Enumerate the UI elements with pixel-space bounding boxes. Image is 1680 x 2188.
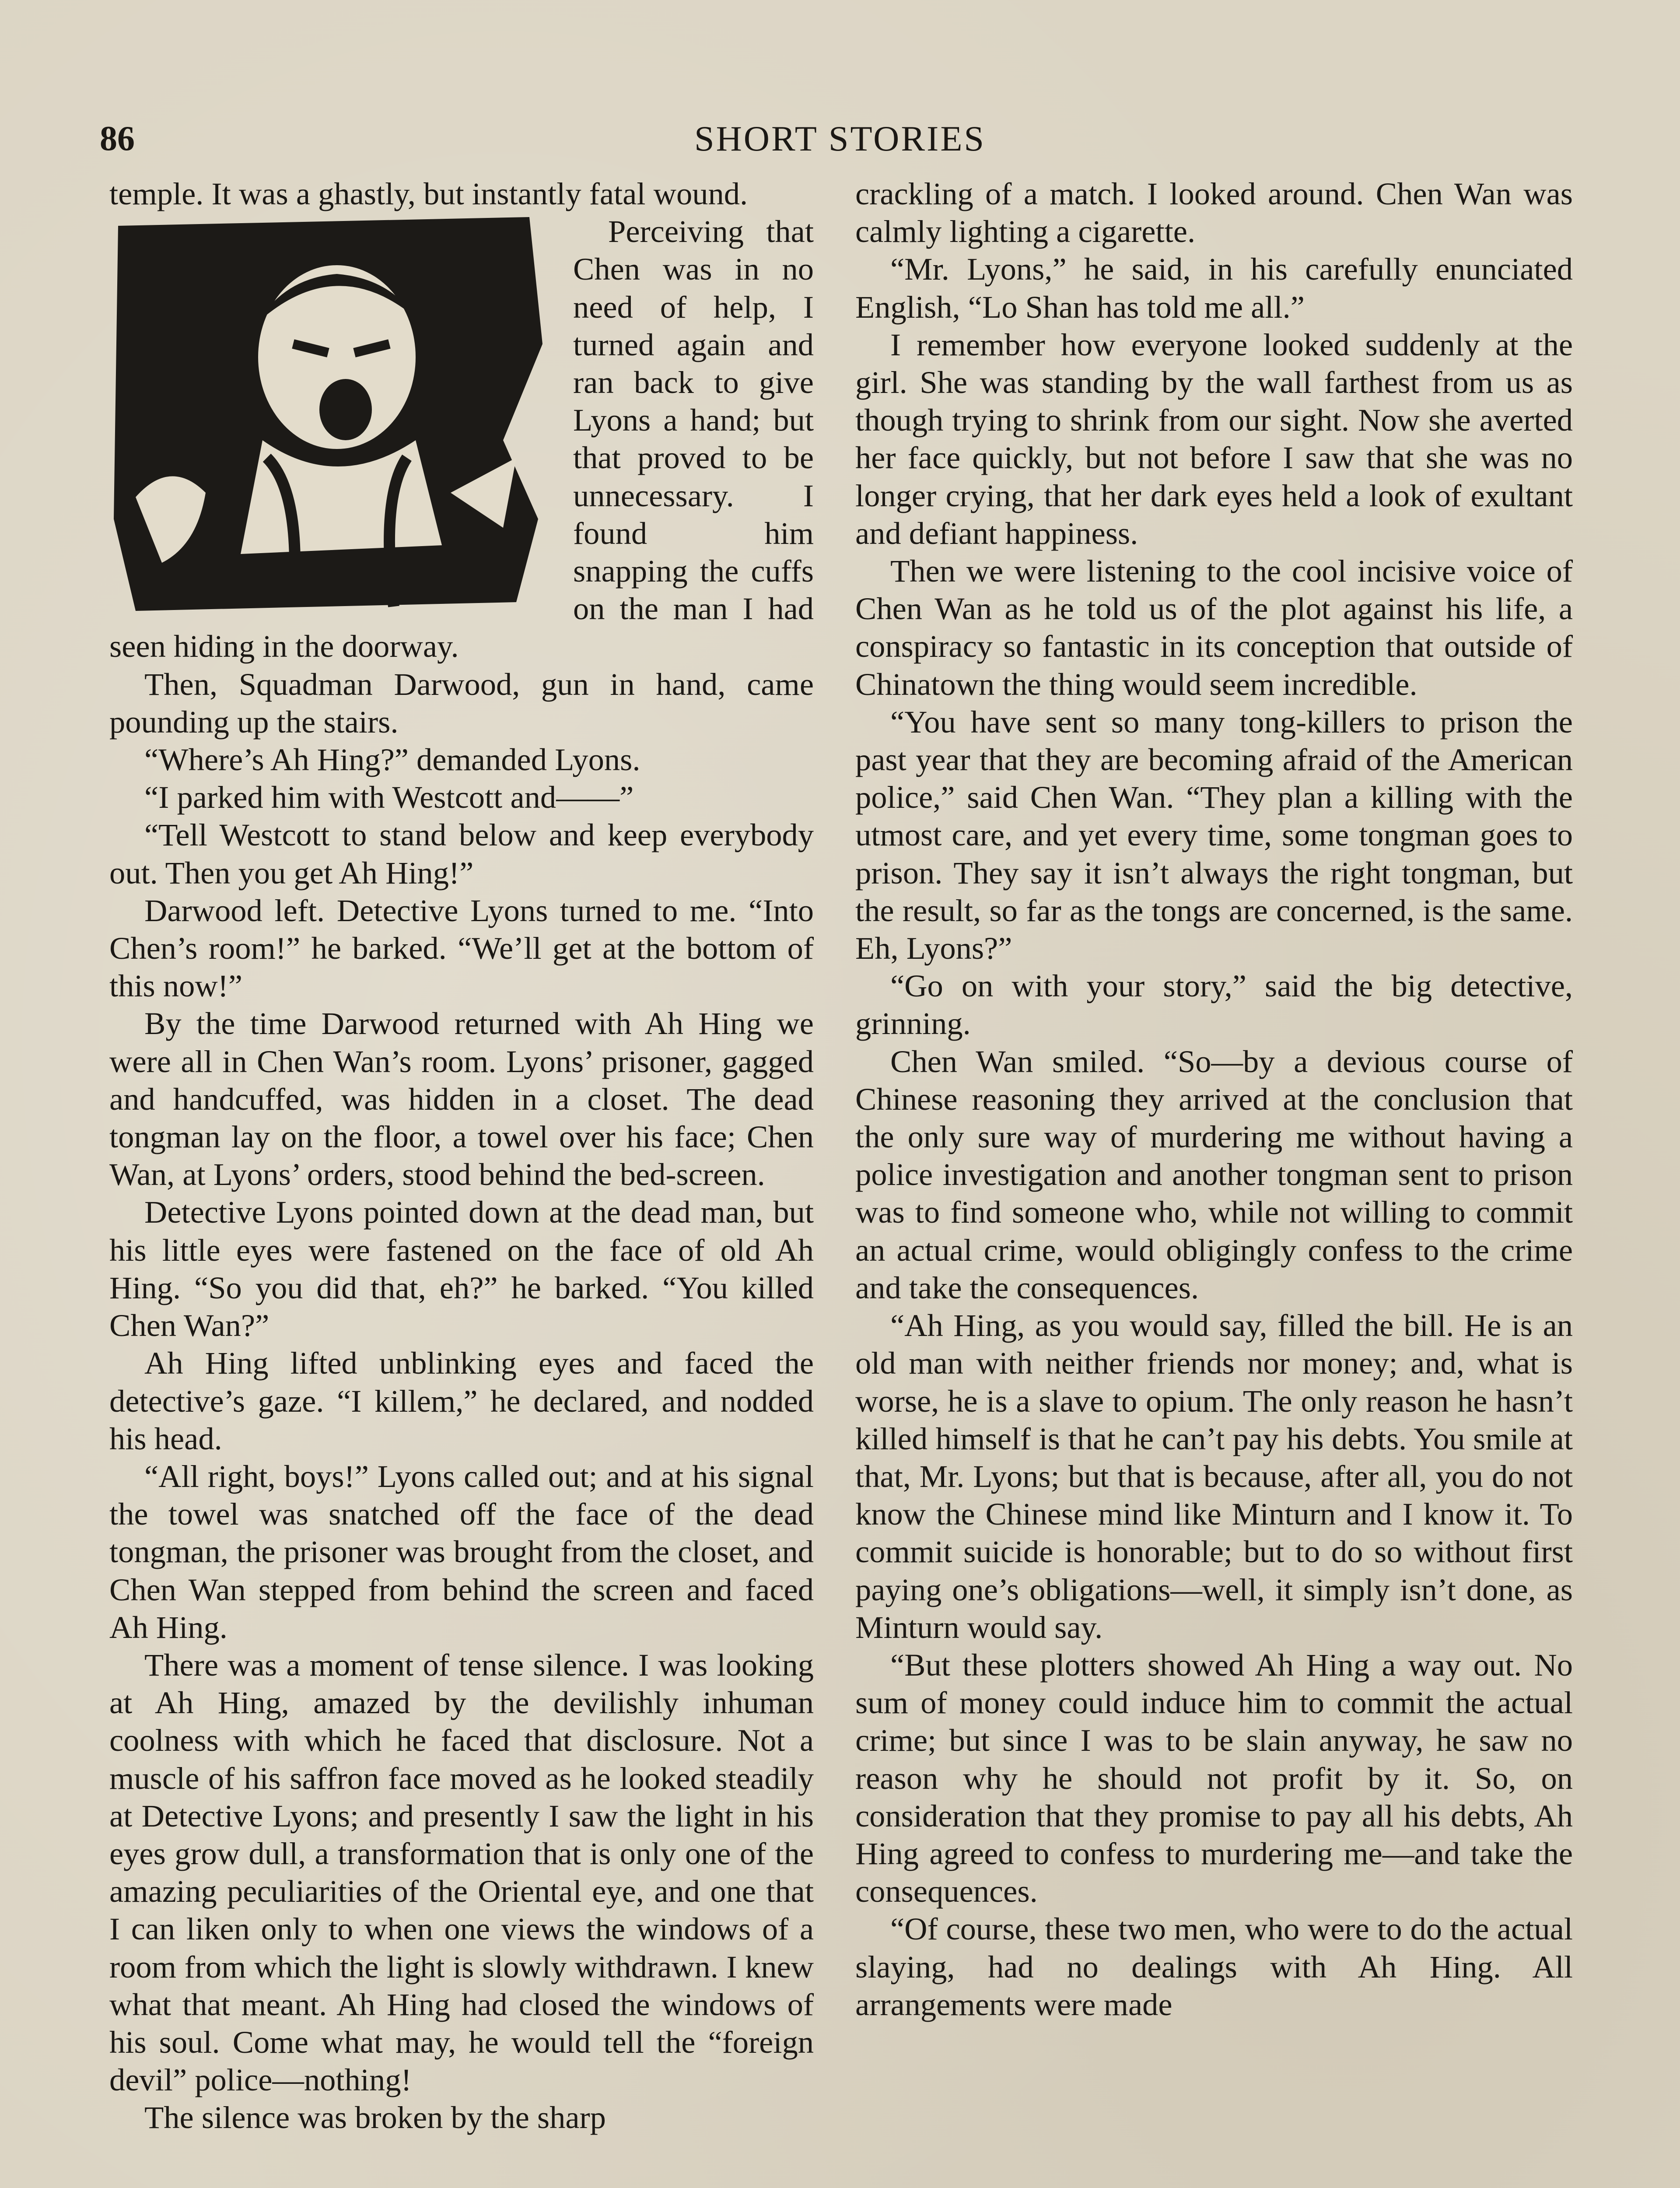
body-paragraph: “All right, boys!” Lyons called out; and at his signal the towel was snatched off the face of the dead tongman, the prisoner was brought from the closet, and Chen Wan stepped from behind the screen and faced Ah Hing.: [109, 1458, 814, 1645]
body-paragraph: “Ah Hing, as you would say, filled the bill. He is an old man with neither friends nor money; and, what is worse, he is a slave to opium. The only reason he hasn’t killed himself is that he can’t pay his debts. You smile at that, Mr. Lyons; but that is because, after all, you do not know the Chinese mind like Minturn and I know it. To commit suicide is honorable; but to do so without first paying one’s obligations—well, it simply isn’t done, as Minturn would say.: [855, 1308, 1573, 1645]
body-paragraph: Then, Squadman Darwood, gun in hand, came pounding up the stairs.: [109, 666, 814, 740]
left-column: [109, 175, 814, 2188]
body-paragraph: Perceiving that Chen was in no need of help, I turned again and ran back to give Lyons a hand; but that proved to be unnecessary. I found him snapping the cuffs on the man I had seen hiding in the doorway.: [109, 214, 814, 664]
body-paragraph: “Mr. Lyons,” he said, in his carefully enunciated English, “Lo Shan has told me all.”: [855, 251, 1573, 325]
right-column: [855, 175, 1573, 2188]
body-paragraph: temple. It was a ghastly, but instantly fatal wound.: [109, 176, 748, 211]
woodcut-portrait-icon: [109, 213, 547, 615]
body-paragraph: crackling of a match. I looked around. Chen Wan was calmly lighting a cigarette.: [855, 176, 1573, 249]
body-paragraph: “You have sent so many tong-killers to prison the past year that they are becoming afraid of the American police,” said Chen Wan. “They plan a killing with the utmost care, and yet every time, some tongman goes to prison. They say it isn’t always the right tongman, but the result, so far as the tongs are concerned, is the same. Eh, Lyons?”: [855, 704, 1573, 966]
body-paragraph: There was a moment of tense silence. I was looking at Ah Hing, amazed by the devilishly inhuman coolness with which he faced that disclosure. Not a muscle of his saffron face moved as he looked steadily at Detective Lyons; and presently I saw the light in his eyes grow dull, a transformation that is only one of the amazing peculiarities of the Oriental eye, and one that I can liken only to when one views the windows of a room from which the light is slowly withdrawn. I knew what that meant. Ah Hing had closed the windows of his soul. Come what may, he would tell the “foreign devil” police—nothing!: [109, 1647, 814, 2098]
page-header: [0, 115, 1680, 163]
body-paragraph: “Where’s Ah Hing?” demanded Lyons.: [144, 742, 640, 778]
body-paragraph: “But these plotters showed Ah Hing a way out. No sum of money could induce him to commit the actual crime; but since I was to be slain anyway, he saw no reason why he should not profit by it. So, on consideration that they promise to pay all his debts, Ah Hing agreed to confess to murdering me—and take the consequences.: [855, 1647, 1573, 1909]
page-number: 86: [100, 119, 135, 158]
body-paragraph: “Go on with your story,” said the big detective, grinning.: [855, 968, 1573, 1041]
body-paragraph: Ah Hing lifted unblinking eyes and faced the detective’s gaze. “I killem,” he declared, and nodded his head.: [109, 1345, 814, 1456]
body-paragraph: “I parked him with Westcott and——”: [144, 779, 634, 815]
body-paragraph: “Of course, these two men, who were to do the actual slaying, had no dealings with Ah Hing. All arrangements were made: [855, 1911, 1573, 2022]
body-paragraph: I remember how everyone looked suddenly at the girl. She was standing by the wall farthest from us as though trying to shrink from our sight. Now she averted her face quickly, but not before I saw that she was no longer crying, that her dark eyes held a look of exultant and defiant happiness.: [855, 326, 1573, 551]
running-title: SHORT STORIES: [694, 119, 986, 158]
body-paragraph: Then we were listening to the cool incisive voice of Chen Wan as he told us of the plot against his life, a conspiracy so fantastic in its conception that outside of Chinatown the thing would seem incredible.: [855, 553, 1573, 702]
body-paragraph: Darwood left. Detective Lyons turned to me. “Into Chen’s room!” he barked. “We’ll get at the bottom of this now!”: [109, 892, 814, 1004]
body-paragraph: “Tell Westcott to stand below and keep everybody out. Then you get Ah Hing!”: [109, 817, 814, 891]
body-paragraph: The silence was broken by the sharp: [144, 2100, 606, 2135]
body-paragraph: Detective Lyons pointed down at the dead man, but his little eyes were fastened on the face of old Ah Hing. “So you did that, eh?” he barked. “You killed Chen Wan?”: [109, 1194, 814, 1343]
body-paragraph: Chen Wan smiled. “So—by a devious course of Chinese reasoning they arrived at the conclusion that the only sure way of murdering me without having a police investigation and another tongman sent to prison was to find someone who, while not willing to commit an actual crime, would obligingly confess to the crime and take the consequences.: [855, 1043, 1573, 1305]
body-paragraph: By the time Darwood returned with Ah Hing we were all in Chen Wan’s room. Lyons’ prisoner, gagged and handcuffed, was hidden in a closet. The dead tongman lay on the floor, a towel over his face; Chen Wan, at Lyons’ orders, stood behind the bed-screen.: [109, 1006, 814, 1192]
